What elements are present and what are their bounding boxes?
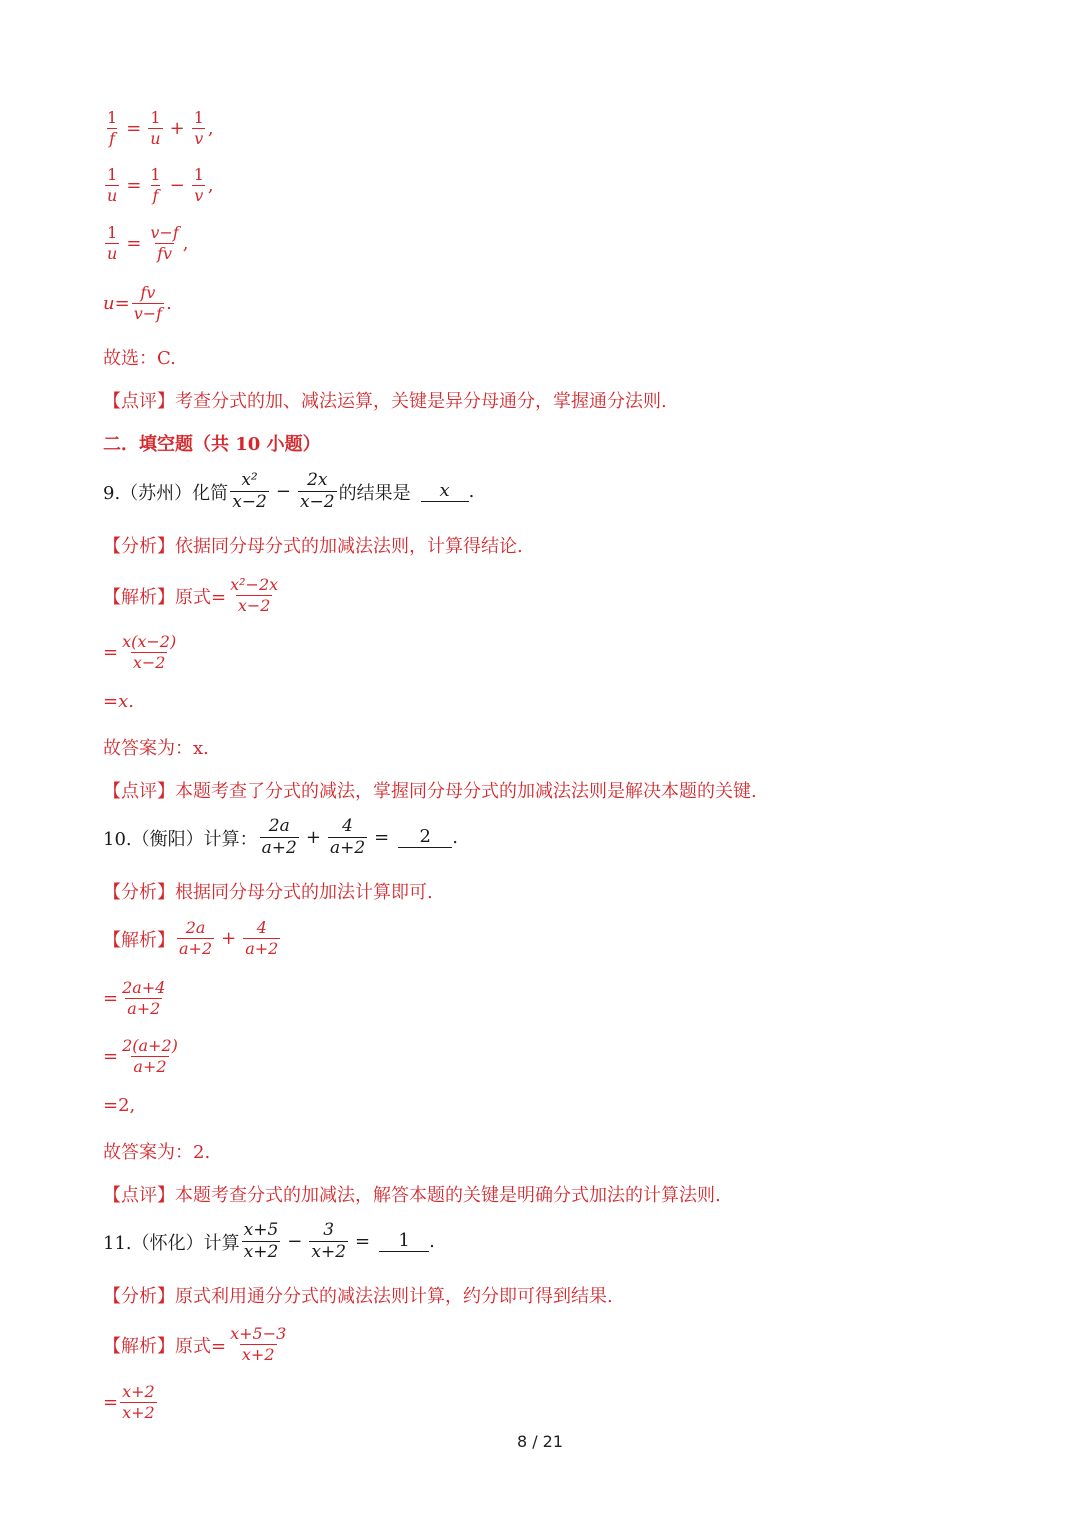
answer-blank: 1 <box>379 1231 429 1252</box>
prev-solution-line-1: $\frac{1}{f}$ = $\frac{1}{u}$ + $\frac{1}{v}$ , <box>107 108 214 148</box>
fraction: $\frac{v-f}{fv}$ <box>150 223 179 263</box>
fraction: $\frac{4}{a+2}$ <box>245 918 279 958</box>
question-11-analysis: 【分析】 原式利用通分分式的减法法则计算，约分即可得到结果. <box>103 1286 613 1307</box>
fraction: $\frac{2a+4}{a+2}$ <box>122 978 166 1018</box>
fraction: $\frac{2a}{a+2}$ <box>261 816 297 858</box>
answer-blank: x <box>421 481 469 502</box>
question-10-final: 故答案为：2. <box>103 1142 211 1163</box>
fraction: $\frac{\text{x²}}{x-2}$ <box>232 470 267 512</box>
fraction: $\frac{1}{f}$ <box>107 108 118 148</box>
fraction: $\frac{1}{u}$ <box>150 108 161 148</box>
fraction: $\frac{1}{u}$ <box>107 165 118 205</box>
question-10-step-4: =2, <box>103 1095 136 1116</box>
question-11-solution: 【解析】 原式= $\frac{x+5-3}{x+2}$ <box>103 1324 287 1364</box>
fraction: $\frac{3}{x+2}$ <box>311 1220 347 1262</box>
question-10-step-3: = $\frac{2(a+2)}{a+2}$ <box>103 1036 178 1076</box>
prev-solution-line-4: u= $\frac{fv}{v-f}$ . <box>103 283 172 323</box>
fraction: $\frac{fv}{v-f}$ <box>133 283 163 323</box>
fraction: $\frac{\text{x²−2x}}{x-2}$ <box>230 575 279 615</box>
prev-solution-line-2: $\frac{1}{u}$ = $\frac{1}{f}$ − $\frac{1}{v}$ , <box>107 165 214 205</box>
fraction: $\frac{2a}{a+2}$ <box>179 918 213 958</box>
prev-choice: 故选：C. <box>103 348 176 369</box>
answer-blank: 2 <box>398 827 452 848</box>
question-11-step-2: = $\frac{x+2}{x+2}$ <box>103 1382 155 1422</box>
prev-solution-line-3: $\frac{1}{u}$ = $\frac{v-f}{fv}$ , <box>107 223 189 263</box>
question-9-comment: 【点评】 本题考查了分式的减法，掌握同分母分式的加减法法则是解决本题的关键. <box>103 781 757 802</box>
page-number: 8 / 21 <box>516 1432 564 1451</box>
fraction: $\frac{1}{v}$ <box>193 165 204 205</box>
question-9-solution: 【解析】 原式= $\frac{\text{x²−2x}}{x-2}$ <box>103 575 279 615</box>
fraction: $\frac{2(a+2)}{a+2}$ <box>122 1036 178 1076</box>
question-10-step-2: = $\frac{2a+4}{a+2}$ <box>103 978 166 1018</box>
question-9-step-3: =x. <box>103 691 134 712</box>
question-9-stem: 9.（苏州）化简 $\frac{\text{x²}}{x-2}$ − $\frac{2x}{x-2}$ 的结果是 x . <box>103 470 475 512</box>
fraction: $\frac{x+5-3}{x+2}$ <box>230 1324 287 1364</box>
fraction: $\frac{1}{v}$ <box>193 108 204 148</box>
fraction: $\frac{x+2}{x+2}$ <box>122 1382 155 1422</box>
fraction: $\frac{x(x-2)}{x-2}$ <box>122 632 177 672</box>
question-10-comment: 【点评】 本题考查分式的加减法，解答本题的关键是明确分式加法的计算法则. <box>103 1185 721 1206</box>
section-title: 二．填空题（共 10 小题） <box>103 434 321 455</box>
question-9-analysis: 【分析】 依据同分母分式的加减法法则，计算得结论. <box>103 536 523 557</box>
question-9-step-2: = $\frac{x(x-2)}{x-2}$ <box>103 632 177 672</box>
question-10-solution: 【解析】 $\frac{2a}{a+2}$ + $\frac{4}{a+2}$ <box>103 918 279 958</box>
prev-comment: 【点评】 考查分式的加、减法运算，关键是异分母通分，掌握通分法则. <box>103 391 667 412</box>
fraction: $\frac{x+5}{x+2}$ <box>243 1220 279 1262</box>
question-11-stem: 11.（怀化）计算 $\frac{x+5}{x+2}$ − $\frac{3}{x+2}$ = 1 . <box>103 1220 435 1262</box>
question-9-final: 故答案为：x. <box>103 738 209 759</box>
fraction: $\frac{1}{u}$ <box>107 223 118 263</box>
question-10-analysis: 【分析】 根据同分母分式的加法计算即可. <box>103 882 433 903</box>
fraction: $\frac{4}{a+2}$ <box>329 816 366 858</box>
fraction: $\frac{1}{f}$ <box>150 165 161 205</box>
fraction: $\frac{2x}{x-2}$ <box>299 470 335 512</box>
question-10-stem: 10.（衡阳）计算： $\frac{2a}{a+2}$ + $\frac{4}{a+2}$ = 2 . <box>103 816 458 858</box>
